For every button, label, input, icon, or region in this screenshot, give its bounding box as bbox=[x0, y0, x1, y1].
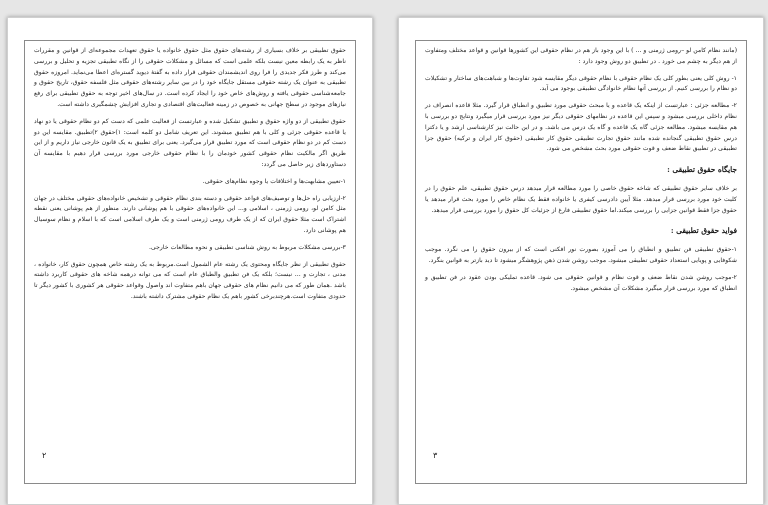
page-number: ۲ bbox=[42, 451, 47, 460]
document-page-right bbox=[398, 17, 764, 505]
paragraph: (مانند نظام کامن لو –رومی ژرمنی و ... ) با این وجود باز هم در نظام حقوقی این کشورها قوانین و قواعد مختلف ومتفاوت از هم دیگر به چشم می خورد . در تطبیق دو روش وجود دارد : bbox=[425, 47, 737, 65]
page-content bbox=[425, 46, 737, 300]
paragraph: بر خلاف سایر حقوق تطبیقی که شاخه حقوق خاصی را مورد مطالعه قرار میدهد درس حقوق تطبیقی، علم حقوق را در کلیت خود مورد بررسی قرار میدهد. مثلا آیین دادرسی کیفری یا خانواده فقط یک نظام خاص را مورد بحث قرار میدهد یا حقوق جزا فقط قوانین جزایی را بررسی میکند.اما حقوق تطبیقی فارغ از جزئیات کل حقوق را مورد بررسی قرار میدهد. bbox=[425, 184, 737, 214]
paragraph: حقوق تطبیقی بر خلاف بسیاری از رشته‌های حقوق مثل حقوق خانواده یا حقوق تعهدات مجموعه‌ای از قوانین و مقررات ناظر به یک رابطه معین نیست بلکه علمی است که مسائل و مشکلات حقوقی را از نگاه تطبیقی تجزیه و تحلیل و بررسی می‌کند و طرز فکر جدیدی را فرا روی اندیشمندان حقوقی قرار داده به گفتهٔ دیوید گستره‌ای اعطا می‌نماید. امروزه حقوق تطبیقی به عنوان یک رشته حقوقی مستقل جایگاه خود را در بین سایر رشته‌های حقوقی مثل فلسفه حقوق، تاریخ حقوق و جامعه‌شناسی حقوقی یافته و روش‌های خاص خود را ایجاد کرده است. در سال‌های اخیر توجه به حقوق تطبیقی برای رفع نیازهای موجود در سطح جهانی به خصوص در زمینه فعالیت‌های اقتصادی و تجاری افزایش چشمگیری داشته است. bbox=[34, 47, 346, 108]
list-item: ۲-موجب روشن شدن نقاط ضعف و قوت نظام و قوانین حقوقی می شود. قاعده تملیکی بودن عقود در فن تطبیق و انطباق که مورد بررسی قرار میگیرد مشکلات آن مشخص میشود. bbox=[425, 273, 737, 292]
list-item: ۱- روش کلی یعنی بطور کلی یک نظام حقوقی با نظام حقوقی دیگر مقایسه شود تفاوت‌ها و شباهت‌های ساختار و تشکیلات دو نظام را بررسی کنیم. از بررسی آنها نظام خانوادگی تطبیقی بوجود می آید. bbox=[425, 74, 737, 93]
page-number: ۳ bbox=[433, 451, 438, 460]
section-heading: فواید حقوق تطبیقی : bbox=[670, 226, 737, 236]
section-heading: جایگاه حقوق تطبیقی : bbox=[667, 165, 737, 175]
list-item: ۳-بررسی مشکلات مربوط به روش شناسی تطبیقی و نحوه مطالعات خارجی. bbox=[148, 243, 346, 251]
page-content bbox=[34, 46, 346, 309]
list-item: ۱-تعیین مشابهت‌ها و اختلافات یا وجوه نظام‌های حقوقی. bbox=[202, 177, 346, 185]
paragraph: حقوق تطبیقی از نظر جایگاه ومحتوی یک رشته عام الشمول است.مربوط به یک رشته خاص همچون حقوق کار، خانواده ، مدنی ، تجارت و ... نیست؛ بلکه یک فن تطبیق والطباق عام است که می توانه درهمه شاخه های حقوقی کاربرد داشته باشد .همان طور که می دانیم نظام های حقوقی جهان باهم متفاوت اند واصول وقواعد حقوقی هر کشوری با کشور دیگر تا حدودی متفاوت است.هرچندبرخی کشور باهم یک نظام حقوقی مشترک داشته باشند. bbox=[34, 260, 346, 300]
paragraph: حقوق تطبیقی از دو واژه حقوق و تطبیق تشکیل شده و عبارتست از فعالیت علمی که دست کم دو نظام حقوقی یا دو نهاد یا قاعده حقوقی جزئی و کلی با هم تطبیق میشوند. این تعریف شامل دو کلمه است: ۱)حقوق ۲)تطبیق. مقایسه این دو دست کم در دو نظام حقوقی است که مورد تطبیق قرار می‌گیرد. یعنی برای تطبیق به یک قانون خارجی نیاز داریم و از این طریق اگر مالکیت نظام حقوقی کشور خودمان را با نظام حقوقی خارجی مورد بررسی قرار دهیم با مقایسه آن دستاوردهای زیر حاصل می گردد: bbox=[34, 117, 346, 168]
list-item: ۲- مطالعه جزئی : عبارتست از اینکه یک قاعده و یا مبحث حقوقی مورد تطبیق و انطباق قرار گیرد. مثلا قاعده انصراف در نظام داخلی بررسی میشود و سپس این قاعده در نظامهای حقوقی دیگر نیز مورد بررسی قرار میگیرد ونتایج دو بررسی با هم مقایسه میشود. مطالعه جزئی گاه یک قاعده و گاه یک درس می باشد. و در این حالت نیز کارشناسی ارشد و یا دکترا درس حقوق تطبیقی گنجانده شده مانند حقوق تجارت تطبیقی حقوق کار تطبیقی (حقوق کار ایران و ترکیه) حقوق جزا تطبیقی در تطبیق نقاط ضعف و قوت حقوقی مورد بحث مشخص می شود. bbox=[425, 102, 737, 153]
document-page-left bbox=[7, 17, 373, 505]
list-item: ۱-حقوق تطبیقی فن تطبیق و انطباق را می آموزد بصورت نور افکنی است که از بیرون حقوق را می نگرد. موجب شکوفایی و پویایی استعداد حقوقی تطبیقی میشود. موجب روشن شدن ذهن پژوهشگر میشود تا دید بازتر به قوانین بنگرد. bbox=[425, 246, 737, 264]
list-item: ۲-ارزیابی راه حل‌ها و توصیف‌های قواعد حقوقی و دسته بندی نظام حقوقی و تشخیص خانواده‌های حقوقی مختلف در جهان مثل کامن لو، رومی ژرمنی ، اسلامی و... این خانواده‌های حقوقی با هم پوشانی دارند. منظور از هم پوشانی یعنی نقطه اشتراک است مثلا حقوق ایران که از یک طرف رومی ژرمنی است و یک طرف اسلامی است که با اسلام و نظام سوسیال هم پوشانی دارد. bbox=[34, 194, 346, 234]
